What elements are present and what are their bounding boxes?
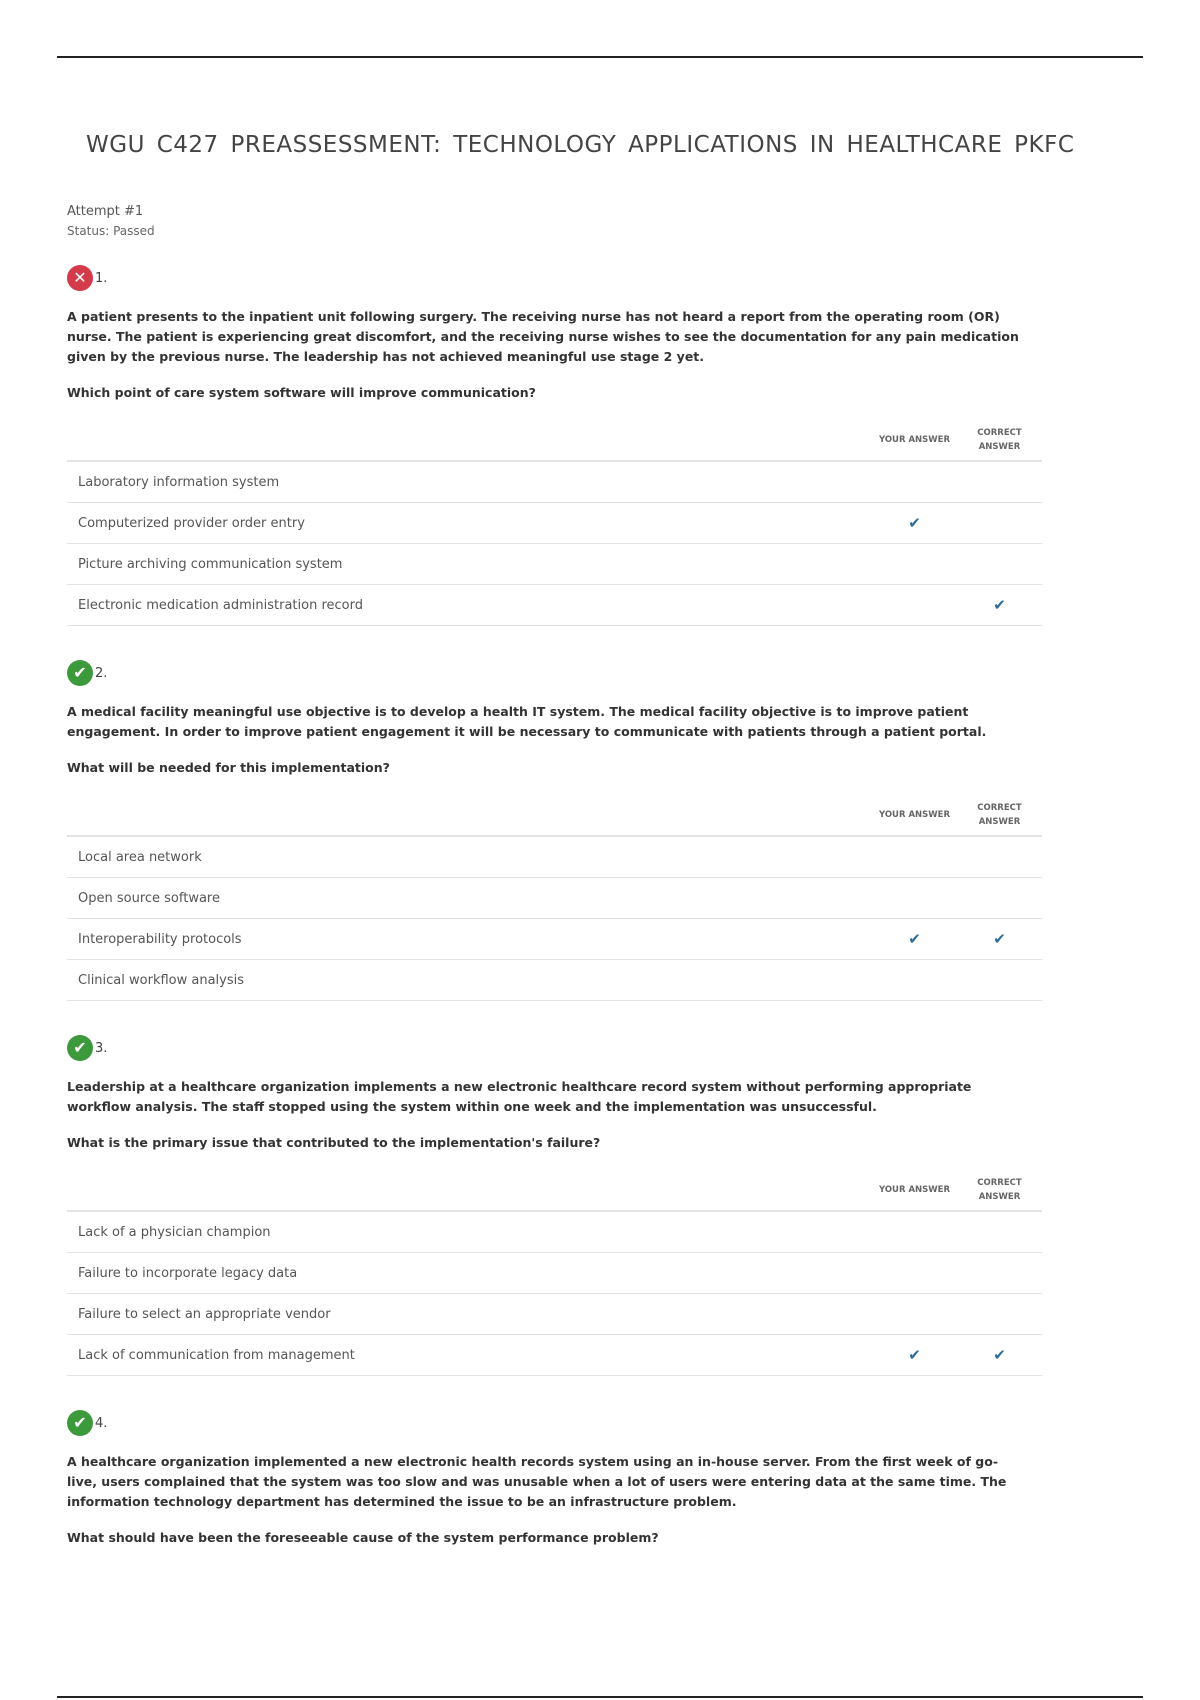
check-circle-icon: ✔ [67, 1410, 93, 1436]
bottom-rule [57, 1696, 1143, 1698]
your-answer-checkmark-icon: ✔ [908, 1346, 921, 1364]
correct-answer-checkmark-icon: ✔ [993, 930, 1006, 948]
question-header [67, 1408, 1047, 1438]
question-1 [67, 263, 1047, 626]
correct-answer-checkmark-icon: ✔ [993, 1346, 1006, 1364]
answer-row [67, 837, 1042, 878]
top-rule [57, 56, 1143, 58]
question-prompt: Which point of care system software will improve communication? [67, 385, 536, 400]
answer-row [67, 878, 1042, 919]
answer-option: Picture archiving communication system [78, 556, 343, 572]
answer-option: Failure to incorporate legacy data [78, 1265, 298, 1281]
question-3 [67, 1033, 1047, 1376]
answer-row [67, 1335, 1042, 1376]
answer-table [67, 795, 1042, 1001]
answer-option: Lack of a physician champion [78, 1224, 271, 1240]
your-answer-header: YOUR ANSWER [878, 435, 951, 445]
correct-answer-checkmark-icon: ✔ [993, 596, 1006, 614]
question-2 [67, 658, 1047, 1001]
answer-option: Interoperability protocols [78, 931, 242, 947]
check-circle-icon: ✔ [67, 660, 93, 686]
question-4 [67, 1408, 1047, 1545]
your-answer-header: YOUR ANSWER [878, 810, 951, 820]
answer-option: Laboratory information system [78, 474, 280, 490]
question-number: 2. [95, 665, 108, 681]
answer-table [67, 420, 1042, 626]
answer-row [67, 960, 1042, 1001]
question-text: A medical facility meaningful use objective is to develop a health IT system. The medical facility objective is to improve patient engagement. In order to improve patient engagement it will be necessary to communicate with patients through a patient portal. [67, 704, 987, 739]
answer-row [67, 1212, 1042, 1253]
question-number: 3. [95, 1040, 108, 1056]
question-header [67, 263, 1047, 293]
check-circle-icon: ✔ [67, 1035, 93, 1061]
answer-table-header [67, 1170, 1042, 1212]
answer-row [67, 919, 1042, 960]
your-answer-checkmark-icon: ✔ [908, 930, 921, 948]
question-text: Leadership at a healthcare organization implements a new electronic healthcare record system without performing appropriate workflow analysis. The staff stopped using the system within one week and the implementation was unsuccessful. [67, 1079, 972, 1114]
answer-table-header [67, 420, 1042, 462]
answer-option: Computerized provider order entry [78, 515, 305, 531]
question-prompt: What will be needed for this implementation? [67, 760, 390, 775]
answer-row [67, 585, 1042, 626]
question-prompt: What is the primary issue that contributed to the implementation's failure? [67, 1135, 601, 1150]
question-text: A patient presents to the inpatient unit following surgery. The receiving nurse has not heard a report from the operating room (OR) nurse. The patient is experiencing great discomfort, and the receiving nurse wishes to see the documentation for any pain medication given by the previous nurse. The leadership has not achieved meaningful use stage 2 yet. [67, 309, 1019, 364]
question-number: 4. [95, 1415, 108, 1431]
question-header [67, 1033, 1047, 1063]
answer-option: Failure to select an appropriate vendor [78, 1306, 331, 1322]
answer-option: Lack of communication from management [78, 1347, 355, 1363]
status-label: Status: Passed [67, 224, 155, 238]
answer-option: Clinical workflow analysis [78, 972, 245, 988]
question-number: 1. [95, 270, 108, 286]
answer-row [67, 1294, 1042, 1335]
answer-option: Local area network [78, 849, 202, 865]
answer-option: Open source software [78, 890, 220, 906]
correct-answer-header: CORRECT ANSWER [977, 803, 1022, 827]
answer-row [67, 503, 1042, 544]
x-circle-icon: ✕ [67, 265, 93, 291]
answer-table [67, 1170, 1042, 1376]
answer-table-header [67, 795, 1042, 837]
question-prompt: What should have been the foreseeable cause of the system performance problem? [67, 1530, 659, 1545]
answer-row [67, 544, 1042, 585]
attempt-label: Attempt #1 [67, 204, 144, 219]
page-title: WGU C427 PREASSESSMENT: TECHNOLOGY APPLICATIONS IN HEALTHCARE PKFC [86, 132, 1075, 158]
answer-row [67, 1253, 1042, 1294]
answer-row [67, 462, 1042, 503]
question-text: A healthcare organization implemented a new electronic health records system using an in-house server. From the first week of go-live, users complained that the system was too slow and was unusable when a lot of users were entering data at the same time. The information technology department has determined the issue to be an infrastructure problem. [67, 1454, 1007, 1509]
correct-answer-header: CORRECT ANSWER [977, 1178, 1022, 1202]
correct-answer-header: CORRECT ANSWER [977, 428, 1022, 452]
your-answer-header: YOUR ANSWER [878, 1185, 951, 1195]
your-answer-checkmark-icon: ✔ [908, 514, 921, 532]
question-header [67, 658, 1047, 688]
answer-option: Electronic medication administration record [78, 597, 363, 613]
